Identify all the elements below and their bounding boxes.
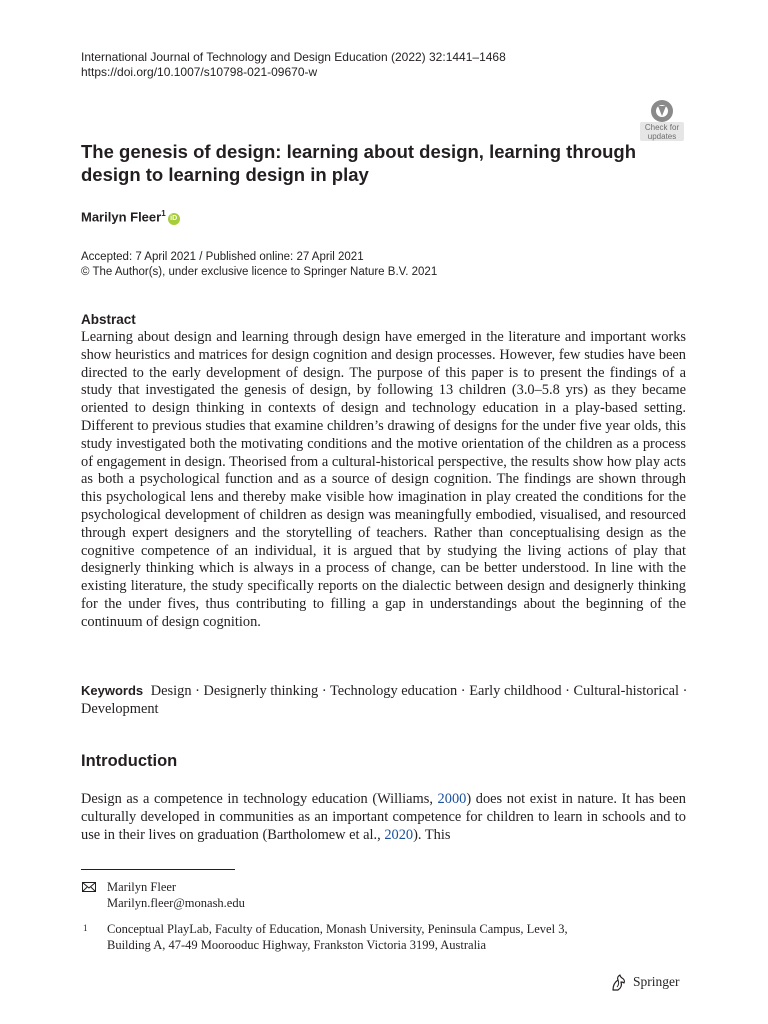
- crossmark-icon: [636, 98, 688, 142]
- footnote-divider: [81, 869, 235, 870]
- affiliation-line-1: Conceptual PlayLab, Faculty of Education, Monash University, Peninsula Campus, Level 3,: [107, 922, 568, 936]
- publisher-name: Springer: [633, 974, 680, 989]
- publication-dates: [81, 250, 437, 280]
- journal-citation: International Journal of Technology and Design Education (2022) 32:1441–1468: [81, 50, 506, 64]
- intro-text-part1: Design as a competence in technology education (Williams,: [81, 791, 438, 807]
- publisher-logo: [609, 974, 680, 990]
- copyright-line: © The Author(s), under exclusive licence to Springer Nature B.V. 2021: [81, 266, 438, 278]
- doi-link[interactable]: https://doi.org/10.1007/s10798-021-09670-w: [81, 65, 318, 79]
- keywords-label: Keywords: [81, 683, 144, 698]
- springer-horse-icon: [609, 974, 627, 992]
- abstract-heading: Abstract: [81, 312, 136, 327]
- affiliation-note: [81, 921, 691, 953]
- author-line: [81, 209, 180, 225]
- article-title: The genesis of design: learning about design, learning through design to learning design in play: [81, 141, 637, 185]
- intro-text-part3: ). This: [413, 826, 451, 843]
- correspondence-name: Marilyn Fleer: [107, 880, 177, 894]
- keywords-list: Design · Designerly thinking · Technology education · Early childhood · Cultural-historical · Development: [81, 683, 688, 717]
- citation-link-williams[interactable]: 2000: [437, 791, 467, 807]
- author-affiliation-mark: 1: [161, 209, 166, 218]
- introduction-heading: Introduction: [81, 752, 178, 770]
- crossmark-line2: updates: [647, 132, 677, 141]
- crossmark-badge[interactable]: [636, 98, 688, 142]
- affiliation-line-2: Building A, 47-49 Moorooduc Highway, Frankston Victoria 3199, Australia: [107, 938, 487, 952]
- author-name[interactable]: Marilyn Fleer: [81, 209, 162, 225]
- affiliation-footnote-mark: 1: [83, 923, 88, 933]
- crossmark-line1: Check for: [644, 123, 680, 132]
- intro-text-part2: ) does not exist in nature. It has been culturally developed in communities as an important competence for children to learn in schools and to use in their lives on graduation (Bartholomew et al.,: [81, 791, 686, 843]
- abstract-text: Learning about design and learning through design have emerged in the literature and important works show heuristics and matrices for design cognition and design processes. However, few studies have been directed to the early development of design. The purpose of this paper is to present the findings of a study that investigated the genesis of design, by following 13 children (3.0–5.8 yrs) as they became oriented to design thinking in contexts of design and technology education in a play-based setting. Different to previous studies that examine children’s drawing of designs for the under five year olds, this study investigated both the motivating conditions and the motive orientation of the children as a process of engagement in design. Theorised from a cultural-historical perspective, the results show how play acts as both a psychological function and as a source of design cognition. The findings are shown through this psychological lens and thereby make visible how imagination in play created the conditions for the psychological development of children as design was meaningfully embodied, visualised, and resourced through expert designers and the storytelling of teachers. Rather than conceptualising design as the cognitive competence of an individual, it is argued that by studying the living actions of play that designerly thinking which is always in a process of change, can be better understood. In line with the existing literature, the study specifically reports on the dialectic between design and designerly thinking for the under fives, thus contributing to filling a gap in understandings about the beginning of the continuum of design cognition.: [81, 329, 686, 630]
- correspondence-note: [81, 879, 245, 911]
- introduction-text: [81, 791, 686, 844]
- orcid-icon[interactable]: iD: [168, 213, 180, 225]
- keywords: [81, 682, 691, 719]
- envelope-icon: [82, 882, 96, 892]
- journal-header: [81, 50, 506, 80]
- accepted-published-dates: Accepted: 7 April 2021 / Published online: 27 April 2021: [81, 251, 364, 263]
- correspondence-email[interactable]: Marilyn.fleer@monash.edu: [107, 896, 245, 910]
- citation-link-bartholomew[interactable]: 2020: [384, 826, 414, 843]
